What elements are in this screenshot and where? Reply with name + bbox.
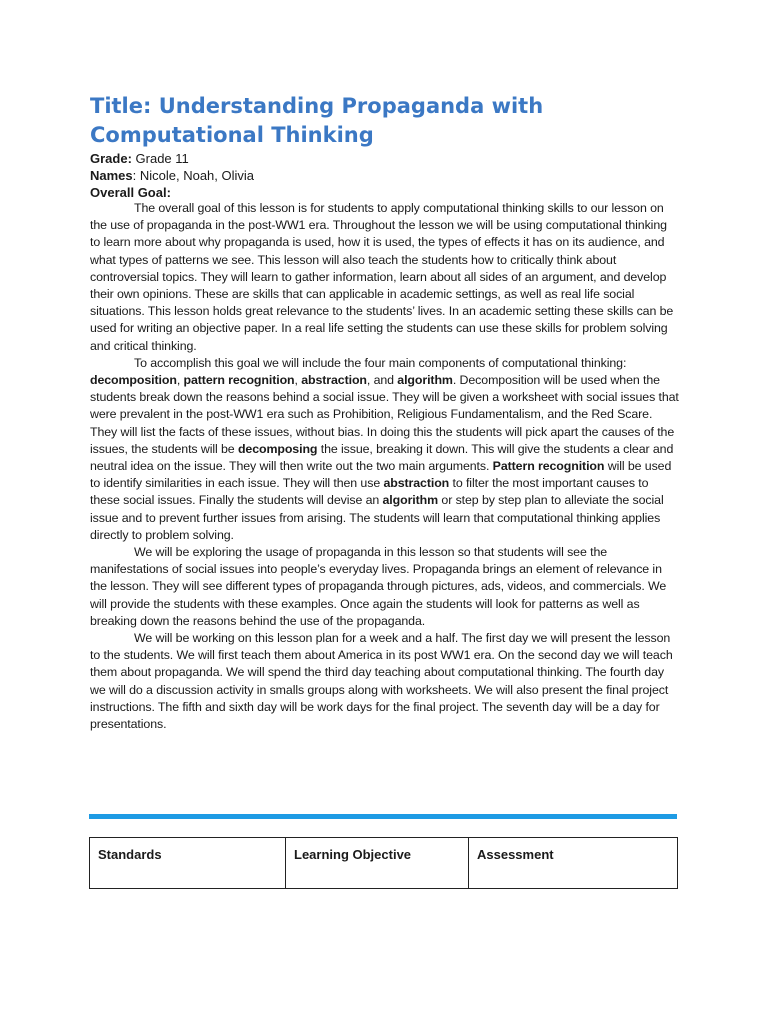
section-divider bbox=[89, 814, 677, 819]
keyword-decomposing: decomposing bbox=[237, 441, 318, 456]
header-learning-objective: Learning Objective bbox=[286, 838, 469, 889]
paragraph-propaganda: We will be exploring the usage of propaganda in this lesson so that students will see the manifestations of social issues into people’s everyday lives. Propaganda brings an element of relevance in the lesson. They will see different types of propaganda through pictures, ads, videos, and commercials. We will provide the students with these examples. Once again the students will look for patterns as well as breaking down the reasons behind the use of the propaganda. bbox=[90, 545, 667, 628]
goal-label: Overall Goal: bbox=[90, 185, 171, 200]
text-run: . Decomposition will be used when the students break down the reasons behind a social issue. They will be given a worksheet with social issues that were prevalent in the post-WW1 era such as Prohibition, Religious Fundamentalism, and the Red Scare. They will list the facts of these issues, without bias. In doing this the students will pick apart the causes of the issues, the students will be bbox=[90, 373, 679, 456]
paragraph-schedule: We will be working on this lesson plan for a week and a half. The first day we will present the lesson to the students. We will first teach them about America in its post WW1 era. On the second day we will teach them about propaganda. We will spend the third day teaching about computational thinking. The fourth day we will do a discussion activity in smalls groups along with worksheets. We will also present the final project instructions. The fifth and sixth day will be work days for the final project. The seventh day will be a day for presentations. bbox=[90, 631, 673, 732]
header-assessment: Assessment bbox=[469, 838, 678, 889]
text-run: the issue, breaking it down. This will give the students a clear and neutral idea on the issue. They will then write out the two main arguments. bbox=[90, 441, 674, 474]
header-standards: Standards bbox=[90, 838, 286, 889]
names-value: : Nicole, Noah, Olivia bbox=[132, 168, 255, 183]
keyword-pattern-recognition: pattern recognition bbox=[183, 373, 295, 388]
keyword-algorithm: algorithm bbox=[397, 373, 453, 388]
text-run: , bbox=[176, 373, 184, 388]
paragraph-components bbox=[90, 355, 680, 544]
keyword-pattern-recognition-2: Pattern recognition bbox=[492, 459, 605, 474]
grade-value: Grade 11 bbox=[131, 151, 189, 166]
grade-label: Grade: bbox=[90, 151, 132, 166]
page-title: Title: Understanding Propaganda with Computational Thinking bbox=[90, 94, 544, 147]
keyword-decomposition: decomposition bbox=[90, 373, 177, 388]
goal-heading bbox=[90, 184, 690, 201]
text-run: or step by step plan to alleviate the social issue and to prevent further issues from arising. The students will learn that computational thinking applies directly to problem solving. bbox=[90, 493, 664, 542]
keyword-abstraction-2: abstraction bbox=[383, 476, 450, 491]
table-header-row bbox=[90, 838, 678, 889]
keyword-abstraction: abstraction bbox=[301, 373, 367, 388]
text-run: will be used to identify similarities in each issue. They will then use bbox=[90, 459, 672, 491]
text-run: To accomplish this goal we will include the four main components of computational thinking: bbox=[134, 355, 627, 370]
text-run: , bbox=[294, 373, 302, 388]
lesson-table bbox=[89, 837, 678, 889]
grade-line bbox=[90, 150, 690, 167]
names-label: Names bbox=[90, 168, 133, 183]
text-run: , and bbox=[366, 373, 398, 388]
keyword-algorithm-2: algorithm bbox=[382, 493, 439, 508]
lesson-body bbox=[90, 200, 680, 733]
names-line bbox=[90, 167, 690, 184]
text-run: to filter the most important causes to these social issues. Finally the students will devise an bbox=[90, 476, 649, 508]
paragraph-overall-goal: The overall goal of this lesson is for students to apply computational thinking skills to our lesson on the use of propaganda in the post-WW1 era. Throughout the lesson we will be using computational thinking to learn more about why propaganda is used, how it is used, the types of effects it has on its audience, and what types of patterns we see. This lesson will also teach the students how to critically think about controversial topics. They will learn to gather information, learn about all sides of an argument, and develop their own opinions. These are skills that can applicable in academic settings, as well as real life social situations. This lesson holds great relevance to the students’ lives. In an academic setting these skills can be used for writing an objective paper. In a real life setting the students can use these skills for problem solving and critical thinking. bbox=[90, 201, 674, 353]
